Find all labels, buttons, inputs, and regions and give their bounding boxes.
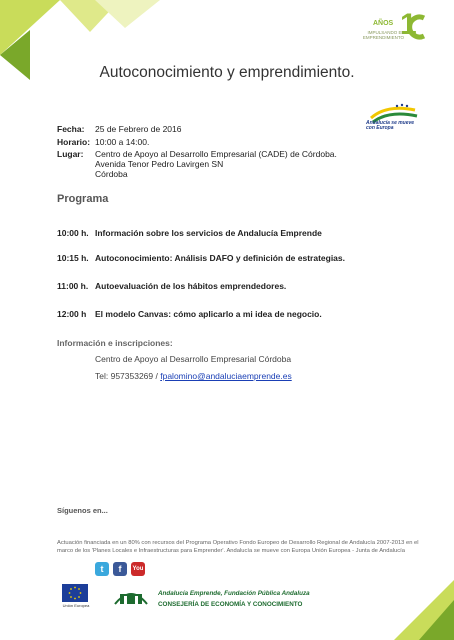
fecha-label: Fecha: bbox=[57, 124, 85, 134]
logo-tagline: IMPULSANDO EL EMPRENDIMIENTO bbox=[362, 30, 404, 40]
programa-item bbox=[57, 309, 322, 319]
facebook-icon[interactable]: f bbox=[113, 562, 127, 576]
consejeria-name: CONSEJERÍA DE ECONOMÍA Y CONOCIMIENTO bbox=[158, 601, 303, 608]
programa-heading: Programa bbox=[57, 193, 109, 205]
horario-row bbox=[57, 137, 149, 147]
andalucia-logo-text: Andalucía se mueve con Europa bbox=[366, 120, 415, 131]
contact-email-link[interactable]: fpalomino@andaluciaemprende.es bbox=[160, 371, 292, 381]
org-name: Andalucía Emprende, Fundación Pública Andaluza bbox=[158, 590, 310, 597]
eu-label: Unión Europea bbox=[62, 603, 90, 608]
programa-time: 11:00 h. bbox=[57, 281, 89, 291]
inscripciones-heading: Información e inscripciones: bbox=[57, 338, 173, 348]
horario-value: 10:00 a 14:00. bbox=[95, 137, 150, 147]
inscripciones-centro: Centro de Apoyo al Desarrollo Empresarial Córdoba bbox=[95, 354, 292, 364]
lugar-row bbox=[57, 149, 337, 159]
fecha-value: 25 de Febrero de 2016 bbox=[95, 124, 182, 134]
horario-label: Horario: bbox=[57, 137, 91, 147]
programa-item bbox=[57, 281, 286, 291]
logo-c-shape-icon bbox=[408, 14, 426, 40]
contact-line bbox=[95, 371, 292, 381]
programa-text: Información sobre los servicios de Andalucía Emprende bbox=[95, 228, 322, 238]
lugar-line3: Córdoba bbox=[95, 169, 128, 179]
programa-item bbox=[57, 228, 322, 238]
page-title: Autoconocimiento y emprendimiento. bbox=[99, 64, 355, 81]
funding-footnote: Actuación financiada en un 80% con recursos del Programa Operativo Fondo Europeo de Desarrollo Regional de Andalucía 2007-2013 en el marco de los 'Planes Locales e Infraestructuras para Emprender'. Andalucía se mueve con Europa Unión Europea - Junta de Andalucía bbox=[57, 540, 419, 554]
junta-andalucia-logo-icon bbox=[112, 584, 150, 608]
programa-item bbox=[57, 253, 345, 263]
programa-text: Autoconocimiento: Análisis DAFO y definición de estrategias. bbox=[95, 253, 346, 263]
logo-years: AÑOS bbox=[373, 20, 394, 27]
lugar-label: Lugar: bbox=[57, 149, 84, 159]
programa-time: 10:15 h. bbox=[57, 253, 89, 263]
programa-text: El modelo Canvas: cómo aplicarlo a mi idea de negocio. bbox=[95, 309, 322, 319]
contact-tel: Tel: 957353269 / bbox=[95, 371, 161, 381]
programa-text: Autoevaluación de los hábitos emprendedores. bbox=[95, 281, 287, 291]
eu-flag-icon bbox=[62, 584, 88, 602]
siguenos-label: Síguenos en... bbox=[57, 506, 108, 515]
fecha-row bbox=[57, 124, 181, 134]
programa-time: 12:00 h bbox=[57, 309, 87, 319]
programa-time: 10:00 h. bbox=[57, 228, 89, 238]
logo-number: 1 bbox=[400, 8, 414, 41]
lugar-line1: Centro de Apoyo al Desarrollo Empresarial (CADE) de Córdoba. bbox=[95, 149, 337, 159]
youtube-icon[interactable]: You bbox=[131, 562, 145, 576]
lugar-line2: Avenida Tenor Pedro Lavirgen SN bbox=[95, 159, 224, 169]
twitter-icon[interactable]: t bbox=[95, 562, 109, 576]
